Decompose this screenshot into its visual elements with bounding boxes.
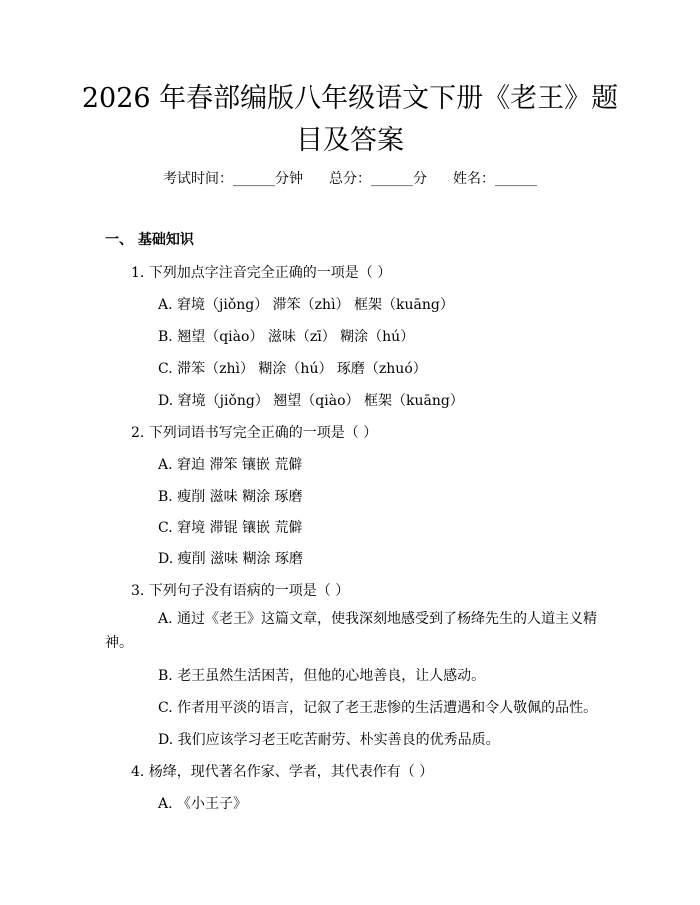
document-title: 2026 年春部编版八年级语文下册《老王》题目及答案 — [81, 83, 619, 156]
question-option: A. 通过《老王》这篇文章，使我深刻地感受到了杨绛先生的人道主义精神。 — [105, 611, 598, 651]
question-option: A. 《小王子》 — [158, 796, 248, 812]
question-option: B. 老王虽然生活困苦，但他的心地善良，让人感动。 — [158, 668, 486, 684]
question-option: D. 窘境（jiǒng） 翘望（qiào） 框架（kuāng） — [158, 393, 464, 409]
section-heading: 一、 基础知识 — [105, 232, 194, 248]
question-option: C. 作者用平淡的语言，记叙了老王悲惨的生活遭遇和令人敬佩的品性。 — [158, 700, 598, 716]
question-option: B. 瘦削 滋味 糊涂 琢磨 — [158, 489, 303, 505]
question-option: A. 窘境（jiǒng） 滞笨（zhì） 框架（kuāng） — [158, 297, 454, 313]
exam-name: 姓名：______ — [453, 171, 537, 187]
question-stem: 4. 杨绛，现代著名作家、学者，其代表作有（ ） — [131, 764, 434, 780]
exam-score: 总分：______分 — [329, 171, 427, 187]
exam-meta — [0, 168, 700, 188]
question-option: D. 瘦削 滋味 糊涂 琢磨 — [158, 551, 303, 567]
question-stem: 3. 下列句子没有语病的一项是（ ） — [131, 583, 350, 599]
question-option: A. 窘迫 滞笨 镶嵌 荒僻 — [158, 457, 303, 473]
question-stem: 1. 下列加点字注音完全正确的一项是（ ） — [131, 265, 392, 281]
question-stem: 2. 下列词语书写完全正确的一项是（ ） — [131, 425, 378, 441]
question-option: C. 滞笨（zhì） 糊涂（hú） 琢磨（zhuó） — [158, 361, 427, 377]
exam-time: 考试时间：______分钟 — [163, 171, 303, 187]
question-option: D. 我们应该学习老王吃苦耐劳、朴实善良的优秀品质。 — [158, 732, 500, 748]
question-option: B. 翘望（qiào） 滋味（zī） 糊涂（hú） — [158, 329, 415, 345]
question-option: C. 窘境 滞锟 镶嵌 荒僻 — [158, 520, 303, 536]
